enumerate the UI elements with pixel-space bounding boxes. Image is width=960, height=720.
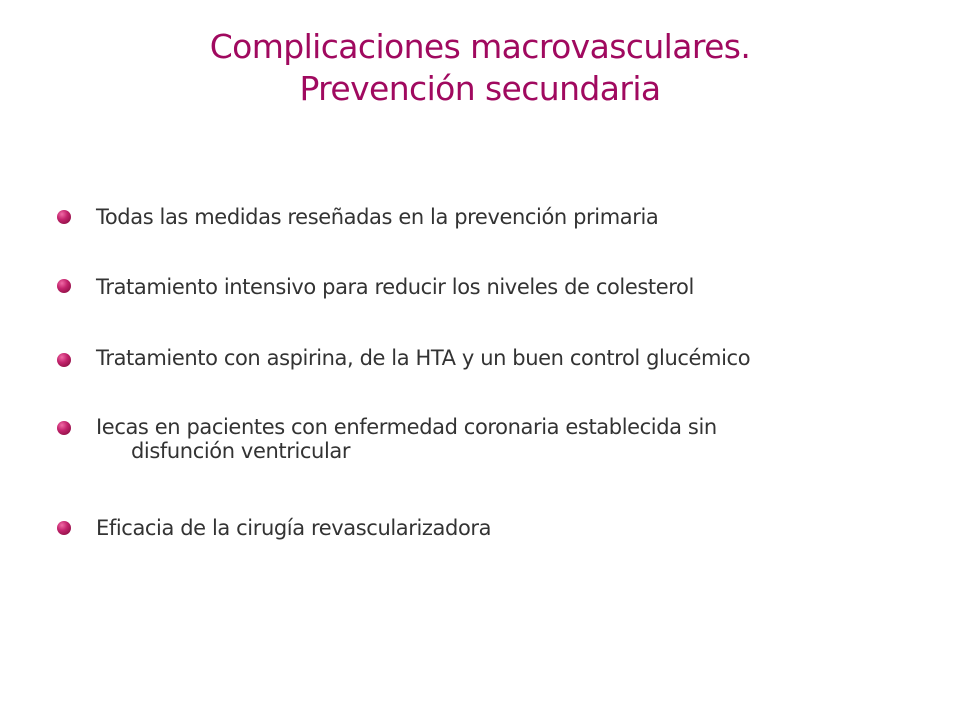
bullet-dot-icon bbox=[57, 353, 71, 367]
bullet-text: Tratamiento intensivo para reducir los niveles de colesterol bbox=[96, 275, 694, 299]
title-line-2: Prevención secundaria bbox=[299, 69, 661, 108]
bullet-dot-icon bbox=[57, 279, 71, 293]
bullet-text: Todas las medidas reseñadas en la prevención primaria bbox=[96, 205, 659, 229]
bullet-dot-icon bbox=[57, 210, 71, 224]
title-line-1: Complicaciones macrovasculares. bbox=[209, 27, 751, 66]
bullet-dot-icon bbox=[57, 421, 71, 435]
bullet-text: Eficacia de la cirugía revascularizadora bbox=[96, 516, 492, 540]
bullet-text-continuation: disfunción ventricular bbox=[131, 439, 351, 463]
bullet-text-line-1: Iecas en pacientes con enfermedad coronaria establecida sin bbox=[96, 415, 717, 439]
bullet-dot-icon bbox=[57, 521, 71, 535]
bullet-text-multiline bbox=[96, 415, 896, 463]
bullet-text: Tratamiento con aspirina, de la HTA y un buen control glucémico bbox=[96, 346, 751, 370]
